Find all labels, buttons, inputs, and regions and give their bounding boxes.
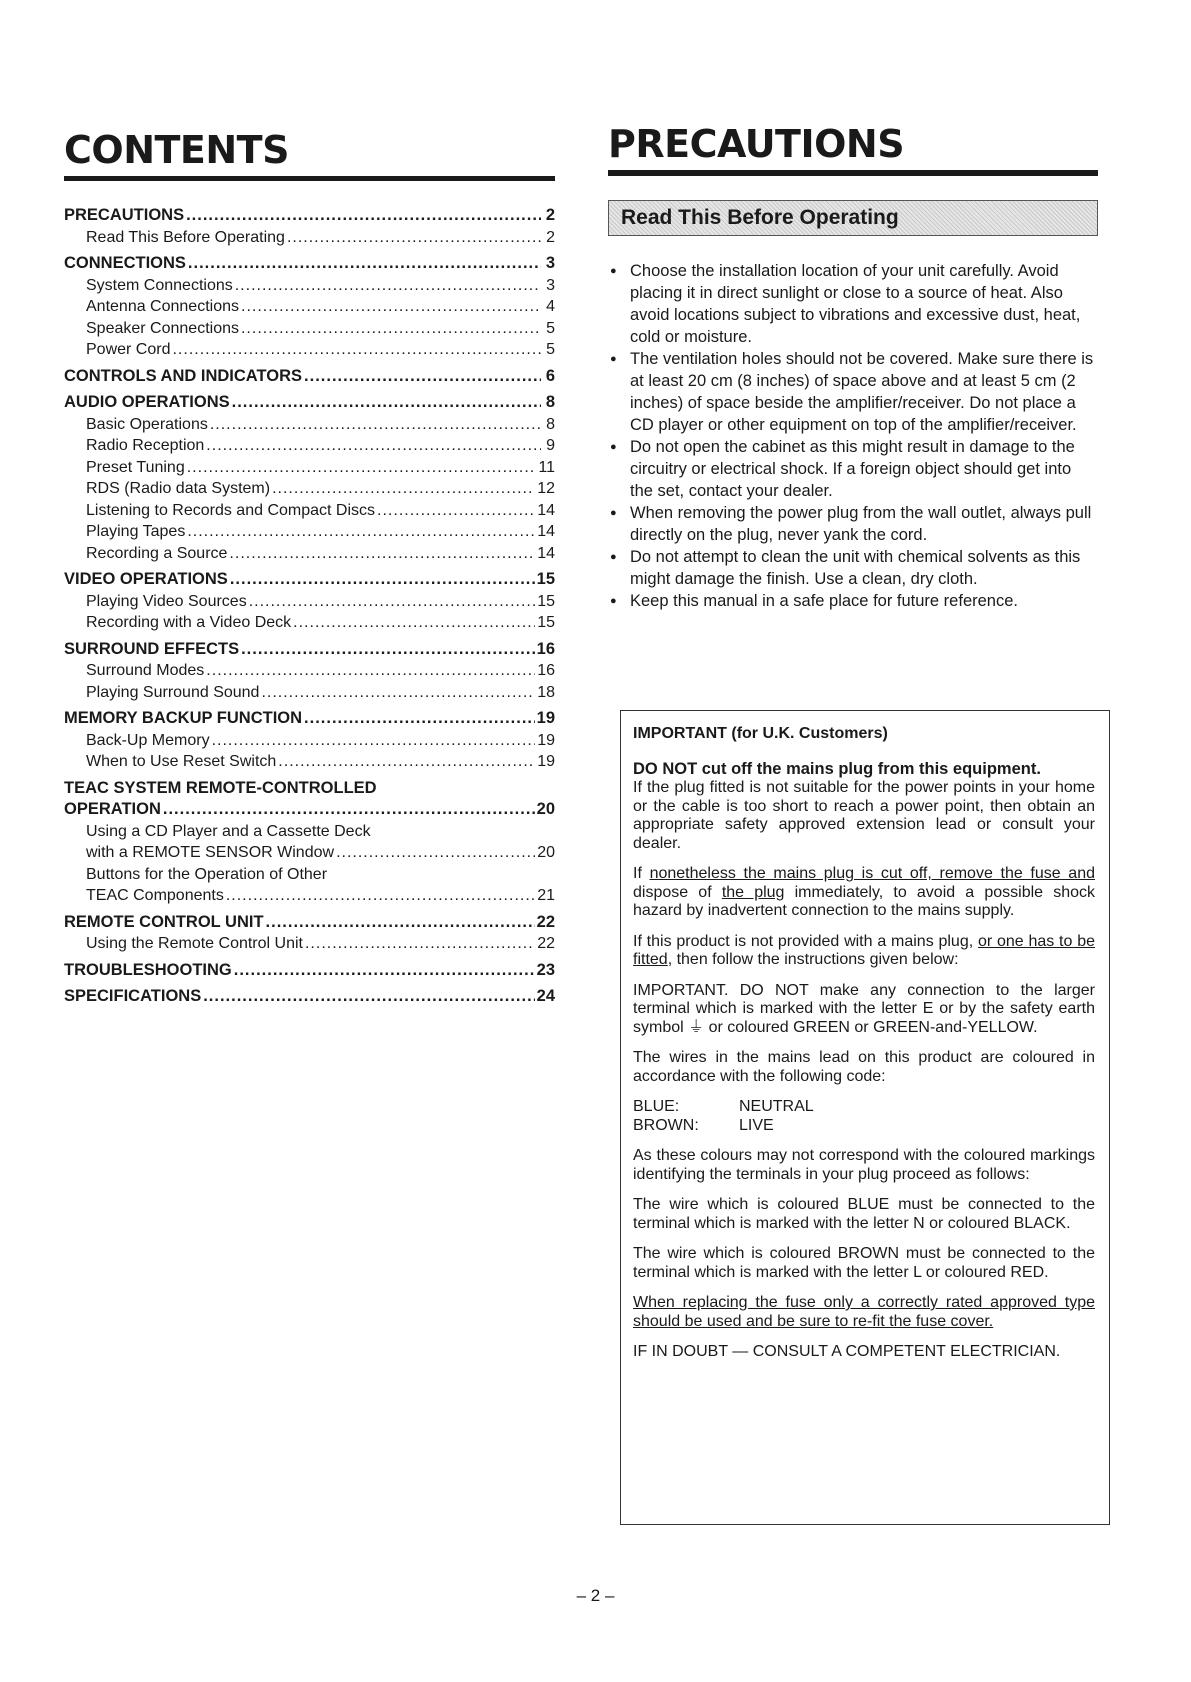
toc-entry bbox=[64, 500, 555, 522]
toc-entry-title: CONTROLS AND INDICATORS bbox=[64, 366, 303, 385]
toc-entry-page: 20 bbox=[537, 844, 555, 861]
toc-leader-dots bbox=[212, 730, 536, 752]
toc-entry bbox=[64, 778, 555, 800]
toc-entry bbox=[64, 864, 555, 886]
toc-entry-page: 19 bbox=[536, 709, 555, 727]
important-paragraph: As these colours may not correspond with the coloured markings identifying the terminals in your plug proceed as follows: bbox=[633, 1147, 1095, 1183]
toc-entry-title: Radio Reception bbox=[86, 437, 205, 454]
read-before-operating-banner bbox=[608, 200, 1098, 236]
paragraph-text: If this product is not provided with a mains plug, bbox=[633, 932, 978, 950]
code-value: NEUTRAL bbox=[739, 1098, 814, 1115]
toc-entry-title: Power Cord bbox=[86, 341, 171, 358]
code-key: BROWN: bbox=[633, 1116, 699, 1134]
important-paragraph bbox=[633, 1294, 1095, 1331]
toc-entry-title: AUDIO OPERATIONS bbox=[64, 393, 230, 411]
toc-entry-title: Surround Modes bbox=[86, 662, 205, 679]
toc-leader-dots bbox=[230, 569, 535, 591]
toc-leader-dots bbox=[163, 799, 535, 821]
toc-entry bbox=[64, 366, 555, 388]
toc-entry-page: 5 bbox=[546, 341, 555, 358]
toc-leader-dots bbox=[266, 912, 535, 934]
toc-entry-title: Playing Surround Sound bbox=[86, 683, 260, 701]
toc-entry-title: TROUBLESHOOTING bbox=[64, 960, 232, 979]
table-of-contents bbox=[64, 205, 555, 1008]
toc-entry bbox=[64, 296, 555, 318]
toc-entry-title: VIDEO OPERATIONS bbox=[64, 570, 228, 588]
toc-entry-title: PRECAUTIONS bbox=[64, 206, 185, 224]
toc-entry bbox=[64, 478, 555, 500]
toc-entry-title: with a REMOTE SENSOR Window bbox=[86, 844, 335, 861]
list-item: ● Do not attempt to clean the unit with chemical solvents as this might damage the finish. Use a clean, dry cloth. bbox=[608, 546, 1098, 590]
underlined-text: When replacing the fuse only a correctly rated approved type should be used and be sure to re-fit the fuse cover. bbox=[633, 1294, 1095, 1330]
toc-entry-page: 9 bbox=[546, 437, 555, 454]
toc-entry bbox=[64, 639, 555, 661]
page-number: – 2 – bbox=[576, 1586, 615, 1605]
toc-entry bbox=[64, 543, 555, 565]
underlined-text: nonetheless the mains plug is cut off, remove the fuse and bbox=[649, 865, 1095, 882]
toc-entry-page: 15 bbox=[536, 570, 555, 588]
important-paragraph: The wires in the mains lead on this product are coloured in accordance with the following code: bbox=[633, 1049, 1095, 1085]
toc-entry bbox=[64, 821, 555, 843]
toc-leader-dots bbox=[241, 318, 541, 340]
toc-entry-page: 18 bbox=[537, 683, 555, 701]
contents-rule bbox=[64, 176, 555, 181]
toc-entry bbox=[64, 885, 555, 907]
toc-entry-page: 12 bbox=[537, 480, 555, 497]
toc-entry-title: TEAC SYSTEM REMOTE-CONTROLLED bbox=[64, 778, 377, 797]
warning-bold: DO NOT cut off the mains plug from this equipment. bbox=[633, 759, 1041, 778]
toc-leader-dots bbox=[226, 885, 535, 907]
toc-leader-dots bbox=[229, 543, 535, 565]
wire-color-codes bbox=[633, 1098, 1095, 1135]
toc-entry-page: 14 bbox=[537, 523, 555, 540]
toc-entry-title: MEMORY BACKUP FUNCTION bbox=[64, 709, 303, 727]
toc-leader-dots bbox=[305, 933, 535, 955]
toc-entry-title: CONNECTIONS bbox=[64, 254, 186, 272]
toc-entry-page: 8 bbox=[546, 415, 555, 433]
toc-entry-title: Back-Up Memory bbox=[86, 731, 210, 749]
toc-leader-dots bbox=[203, 986, 534, 1008]
toc-leader-dots bbox=[186, 205, 541, 227]
toc-entry bbox=[64, 751, 555, 773]
toc-entry bbox=[64, 205, 555, 227]
toc-entry bbox=[64, 660, 555, 682]
toc-entry-page: 24 bbox=[536, 987, 555, 1005]
toc-leader-dots bbox=[235, 275, 541, 297]
toc-entry-title: Antenna Connections bbox=[86, 298, 239, 315]
toc-entry-title: Basic Operations bbox=[86, 415, 208, 433]
toc-entry-page: 22 bbox=[536, 912, 555, 931]
toc-entry-page: 21 bbox=[537, 887, 555, 904]
toc-entry bbox=[64, 591, 555, 613]
toc-entry-page: 2 bbox=[546, 228, 555, 246]
list-item: ● Keep this manual in a safe place for future reference. bbox=[608, 590, 1098, 612]
toc-entry-title: Listening to Records and Compact Discs bbox=[86, 501, 376, 519]
important-paragraph: The wire which is coloured BROWN must be connected to the terminal which is marked with the letter L or coloured RED. bbox=[633, 1245, 1095, 1281]
toc-entry-title: Playing Tapes bbox=[86, 523, 186, 540]
toc-leader-dots bbox=[304, 366, 541, 388]
important-heading: IMPORTANT (for U.K. Customers) bbox=[633, 725, 888, 742]
important-paragraph bbox=[633, 760, 1095, 854]
toc-leader-dots bbox=[206, 435, 541, 457]
toc-entry bbox=[64, 612, 555, 634]
toc-entry-page: 16 bbox=[537, 662, 555, 679]
toc-entry bbox=[64, 457, 555, 479]
toc-leader-dots bbox=[249, 591, 536, 613]
toc-entry bbox=[64, 960, 555, 982]
toc-entry bbox=[64, 227, 555, 249]
paragraph-text: immediately, to avoid a possible shock hazard by inadvertent connection to the mains supply. bbox=[633, 883, 1096, 919]
toc-leader-dots bbox=[187, 457, 537, 479]
toc-entry bbox=[64, 569, 555, 591]
list-item: ● The ventilation holes should not be covered. Make sure there is at least 20 cm (8 inches) of space above and at least 5 cm (2 inches) of space beside the amplifier/receiver. Do not place a CD player or other equipment on top of the amplifier/receiver. bbox=[608, 348, 1098, 436]
toc-entry-title: Preset Tuning bbox=[86, 458, 185, 476]
list-item: ● Choose the installation location of your unit carefully. Avoid placing it in direct sunlight or close to a source of heat. Also avoid locations subject to vibrations and excessive dust, heat, cold or moisture. bbox=[608, 260, 1098, 348]
toc-entry bbox=[64, 986, 555, 1008]
toc-leader-dots bbox=[187, 521, 535, 543]
toc-entry bbox=[64, 799, 555, 821]
toc-entry-title: REMOTE CONTROL UNIT bbox=[64, 912, 264, 931]
important-paragraph: The wire which is coloured BLUE must be connected to the terminal which is marked with the letter N or coloured BLACK. bbox=[633, 1196, 1095, 1232]
precautions-list bbox=[608, 260, 1098, 612]
underlined-text: the plug bbox=[721, 883, 785, 901]
toc-entry bbox=[64, 682, 555, 704]
precautions-title: PRECAUTIONS bbox=[608, 122, 905, 166]
toc-leader-dots bbox=[293, 612, 535, 634]
toc-entry-page: 3 bbox=[545, 254, 555, 272]
toc-entry-title: SPECIFICATIONS bbox=[64, 987, 202, 1005]
toc-leader-dots bbox=[234, 960, 535, 982]
important-paragraph bbox=[633, 933, 1095, 970]
toc-entry-page: 14 bbox=[537, 544, 555, 562]
toc-leader-dots bbox=[241, 639, 535, 661]
underlined-text: or one has to be fitted bbox=[633, 932, 1095, 968]
list-item: ● Do not open the cabinet as this might result in damage to the circuitry or electrical shock. If a foreign object should get into the set, contact your dealer. bbox=[608, 436, 1098, 502]
contents-section bbox=[64, 130, 555, 1008]
toc-leader-dots bbox=[272, 478, 535, 500]
paragraph-text: dispose of bbox=[633, 883, 722, 901]
toc-entry bbox=[64, 253, 555, 275]
toc-entry-page: 23 bbox=[536, 960, 555, 979]
toc-leader-dots bbox=[287, 227, 541, 249]
toc-entry bbox=[64, 414, 555, 436]
toc-entry-page: 14 bbox=[537, 501, 555, 519]
toc-leader-dots bbox=[188, 253, 541, 275]
toc-entry bbox=[64, 933, 555, 955]
toc-entry-page: 19 bbox=[537, 731, 555, 749]
toc-entry-title: Recording a Source bbox=[86, 544, 228, 562]
toc-leader-dots bbox=[336, 842, 535, 864]
important-paragraph: IMPORTANT. DO NOT make any connection to the larger terminal which is marked with the letter E or by the safety earth symbol ⏚ or coloured GREEN or GREEN-and-YELLOW. bbox=[633, 981, 1095, 1036]
toc-entry-title: Playing Video Sources bbox=[86, 592, 247, 610]
list-item: ● When removing the power plug from the wall outlet, always pull directly on the plug, never yank the cord. bbox=[608, 502, 1098, 546]
toc-entry-page: 16 bbox=[536, 639, 555, 658]
toc-leader-dots bbox=[261, 682, 535, 704]
paragraph-text: If the plug fitted is not suitable for the power points in your home or the cable is too short to reach a power point, then obtain an appropriate safety approved extension lead or consult your dealer. bbox=[633, 779, 1095, 852]
paragraph-text: If bbox=[633, 865, 650, 882]
important-paragraph bbox=[633, 865, 1095, 921]
contents-title: CONTENTS bbox=[64, 128, 289, 172]
toc-entry bbox=[64, 339, 555, 361]
toc-leader-dots bbox=[241, 296, 541, 318]
toc-entry-page: 15 bbox=[537, 592, 555, 610]
toc-entry bbox=[64, 912, 555, 934]
uk-important-box bbox=[620, 710, 1110, 1525]
toc-leader-dots bbox=[304, 708, 535, 730]
toc-entry bbox=[64, 392, 555, 414]
toc-entry-title: When to Use Reset Switch bbox=[86, 753, 277, 770]
toc-entry-title: Using a CD Player and a Cassette Deck bbox=[86, 822, 371, 840]
banner-label: Read This Before Operating bbox=[621, 206, 899, 229]
toc-entry-page: 19 bbox=[537, 753, 555, 770]
toc-entry bbox=[64, 435, 555, 457]
toc-entry-title: TEAC Components bbox=[86, 887, 224, 904]
important-paragraph: IF IN DOUBT — CONSULT A COMPETENT ELECTRICIAN. bbox=[633, 1343, 1061, 1360]
toc-entry bbox=[64, 708, 555, 730]
precautions-rule bbox=[608, 170, 1098, 176]
code-key: BLUE: bbox=[633, 1098, 680, 1115]
toc-entry-title: System Connections bbox=[86, 276, 233, 294]
toc-entry bbox=[64, 842, 555, 864]
toc-entry-title: Recording with a Video Deck bbox=[86, 614, 292, 631]
toc-entry bbox=[64, 275, 555, 297]
toc-entry-page: 4 bbox=[546, 298, 555, 315]
toc-entry-title: OPERATION bbox=[64, 800, 161, 818]
toc-entry-page: 15 bbox=[537, 614, 555, 631]
toc-entry-title: SURROUND EFFECTS bbox=[64, 639, 240, 658]
toc-leader-dots bbox=[232, 392, 541, 414]
toc-entry-page: 11 bbox=[538, 458, 555, 476]
code-value: LIVE bbox=[739, 1116, 774, 1134]
precautions-section bbox=[608, 124, 1098, 612]
toc-entry-title: RDS (Radio data System) bbox=[86, 480, 271, 497]
toc-leader-dots bbox=[172, 339, 541, 361]
toc-leader-dots bbox=[278, 751, 535, 773]
toc-leader-dots bbox=[210, 414, 541, 436]
toc-entry-page: 22 bbox=[537, 935, 555, 952]
toc-entry bbox=[64, 318, 555, 340]
toc-entry-title: Using the Remote Control Unit bbox=[86, 935, 303, 952]
toc-entry-page: 2 bbox=[545, 206, 555, 224]
toc-entry-title: Buttons for the Operation of Other bbox=[86, 865, 328, 883]
paragraph-text: , then follow the instructions given below: bbox=[667, 951, 959, 968]
toc-leader-dots bbox=[377, 500, 535, 522]
toc-entry-page: 5 bbox=[546, 319, 555, 337]
toc-entry bbox=[64, 521, 555, 543]
toc-entry-title: Read This Before Operating bbox=[86, 228, 285, 246]
toc-entry-page: 8 bbox=[545, 393, 555, 411]
toc-entry-page: 20 bbox=[536, 800, 555, 818]
toc-entry-page: 3 bbox=[546, 276, 555, 294]
toc-entry-page: 6 bbox=[545, 366, 555, 385]
toc-leader-dots bbox=[206, 660, 535, 682]
toc-entry bbox=[64, 730, 555, 752]
toc-entry-title: Speaker Connections bbox=[86, 319, 239, 337]
